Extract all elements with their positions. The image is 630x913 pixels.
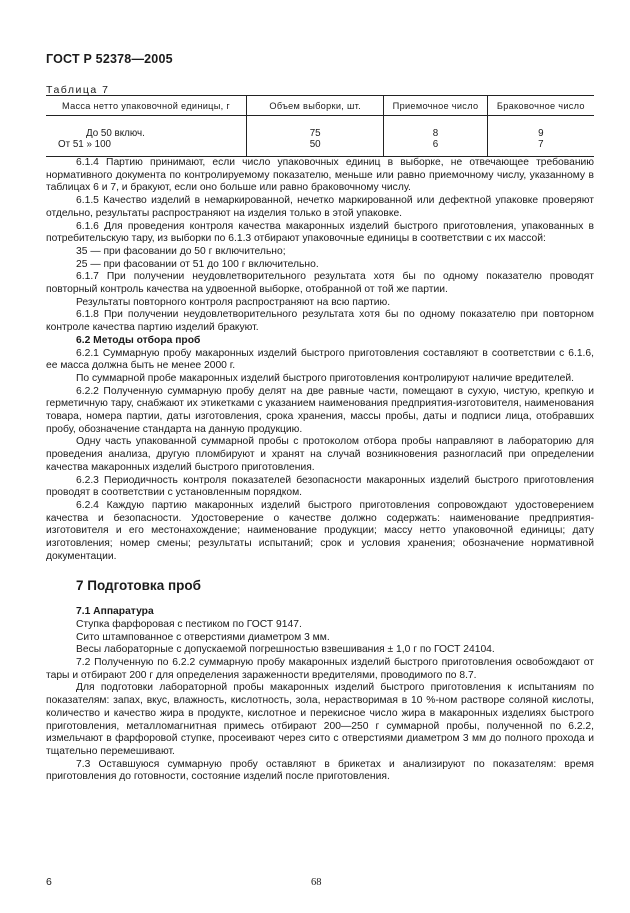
cell-accept: 6 bbox=[384, 139, 487, 157]
paragraph: 6.1.5 Качество изделий в немаркированной, нечетко маркированной или дефектной упаковке проверяют отдельно, результаты распространяют на изделия только в этой упаковке. bbox=[46, 195, 594, 219]
paragraph: Весы лабораторные с допускаемой погрешностью взвешивания ± 1,0 г по ГОСТ 24104. bbox=[76, 644, 495, 656]
table-7 bbox=[46, 95, 594, 157]
cell-sample: 75 bbox=[247, 128, 384, 139]
paragraph: Ступка фарфоровая с пестиком по ГОСТ 9147. bbox=[76, 618, 302, 630]
sheet-number: 68 bbox=[311, 877, 322, 888]
table-row bbox=[46, 128, 594, 139]
cell-reject: 9 bbox=[487, 128, 594, 139]
paragraph: 6.2.4 Каждую партию макаронных изделий быстрого приготовления сопровождают удостоверением качества и безопасности. Удостоверение о качестве должно содержать: наименование предприятия-изготовителя и его местонахождение; наименование продукции; массу нетто упаковочной единицы; дату изготовления; номер смены; результаты испытаний; срок и условия хранения; обозначение нормативной документации. bbox=[46, 499, 594, 562]
page-number: 6 bbox=[46, 876, 52, 888]
paragraph: 6.2.2 Полученную суммарную пробу делят на две равные части, помещают в сухую, чистую, крепкую и герметичную тару, снабжают их этикетками с указанием наименования предприятия-изготовителя, наименования товара, номера партии, даты изготовления, срока хранения, массы пробы, даты и подписи лица, отобравших пробу, обозначение стандарта на данную продукцию. bbox=[46, 385, 594, 435]
paragraph: 7.2 Полученную по 6.2.2 суммарную пробу макаронных изделий быстрого приготовления освобождают от тары и отбирают 200 г для определения зараженности вредителями, проводимого по 8.7. bbox=[46, 657, 594, 681]
table-header-row bbox=[46, 96, 594, 116]
paragraph: 6.2.3 Периодичность контроля показателей безопасности макаронных изделий быстрого приготовления проводят в соответствии с установленным порядком. bbox=[46, 474, 594, 499]
paragraph: 6.1.4 Партию принимают, если число упаковочных единиц в выборке, не отвечающее требованию нормативного документа по контролируемому показателю, меньше или равно приемочному числу, указанному в таблицах 6 и 7, и бракуют, если оно больше или равно браковочному числу. bbox=[46, 157, 594, 194]
cell-mass: От 51 » 100 bbox=[58, 139, 111, 150]
col-header-reject: Браковочное число bbox=[487, 96, 594, 116]
subsection-heading: 7.1 Аппаратура bbox=[76, 606, 154, 618]
col-header-accept: Приемочное число bbox=[384, 96, 487, 116]
cell-mass: До 50 включ. bbox=[86, 128, 145, 139]
paragraph: Одну часть упакованной суммарной пробы с протоколом отбора пробы направляют в лабораторию для проведения анализа, другую пломбируют и хранят на случай возникновения разногласий при определении качества макаронных изделий быстрого приготовления. bbox=[46, 436, 594, 473]
section-heading: 7 Подготовка проб bbox=[76, 577, 201, 593]
paragraph: Результаты повторного контроля распространяют на всю партию. bbox=[76, 296, 391, 308]
paragraph: Сито штампованное с отверстиями диаметром 3 мм. bbox=[76, 631, 330, 643]
table-caption: Таблица 7 bbox=[46, 84, 110, 96]
paragraph: 6.1.8 При получении неудовлетворительного результата хотя бы по одному показателю при повторном контроле качества партию изделий бракуют. bbox=[46, 309, 594, 334]
paragraph: 25 — при фасовании от 51 до 100 г включительно. bbox=[76, 258, 319, 270]
table-spacer-row bbox=[46, 116, 594, 129]
document-header: ГОСТ Р 52378—2005 bbox=[46, 52, 173, 66]
col-header-mass: Масса нетто упаковочной единицы, г bbox=[46, 96, 247, 116]
paragraph: 6.1.6 Для проведения контроля качества макаронных изделий быстрого приготовления, упакованных в потребительскую тару, из выборки по 6.1.3 отбирают упаковочные единицы в соответствии с их массой: bbox=[46, 220, 594, 245]
paragraph: Для подготовки лабораторной пробы макаронных изделий быстрого приготовления к испытаниям по показателям: запах, вкус, влажность, кислотность, зола, нерастворимая в 10 %-ном растворе соляной кислоты, количество и качество жира в продукте, кислотное и перекисное число жира в макаронных изделиях быстрого приготовления, металломагнитная примесь отбирают 200—250 г суммарной пробы, полученной по 6.2.2, измельчают в фарфоровой ступке, просеивают через сито с отверстиями диаметром 3 мм до полного прохода и тщательно перемешивают. bbox=[46, 682, 594, 757]
col-header-sample: Объем выборки, шт. bbox=[247, 96, 384, 116]
paragraph: По суммарной пробе макаронных изделий быстрого приготовления контролируют наличие вредителей. bbox=[76, 372, 574, 384]
paragraph: 35 — при фасовании до 50 г включительно; bbox=[76, 245, 286, 257]
paragraph: 7.3 Оставшуюся суммарную пробу оставляют в брикетах и анализируют по показателям: время приготовления до готовности, состояние изделий после приготовления. bbox=[46, 758, 594, 783]
cell-reject: 7 bbox=[487, 139, 594, 157]
paragraph: 6.1.7 При получении неудовлетворительного результата хотя бы по одному показателю проводят повторный контроль качества на удвоенной выборке, отобранной от той же партии. bbox=[46, 271, 594, 296]
table-row bbox=[46, 139, 594, 157]
document-body bbox=[46, 157, 594, 784]
paragraph: 6.2.1 Суммарную пробу макаронных изделий быстрого приготовления составляют в соответствии с 6.1.6, ее масса должна быть не менее 2000 г. bbox=[46, 347, 594, 372]
cell-sample: 50 bbox=[247, 139, 384, 157]
cell-accept: 8 bbox=[384, 128, 487, 139]
subsection-heading: 6.2 Методы отбора проб bbox=[76, 334, 201, 346]
